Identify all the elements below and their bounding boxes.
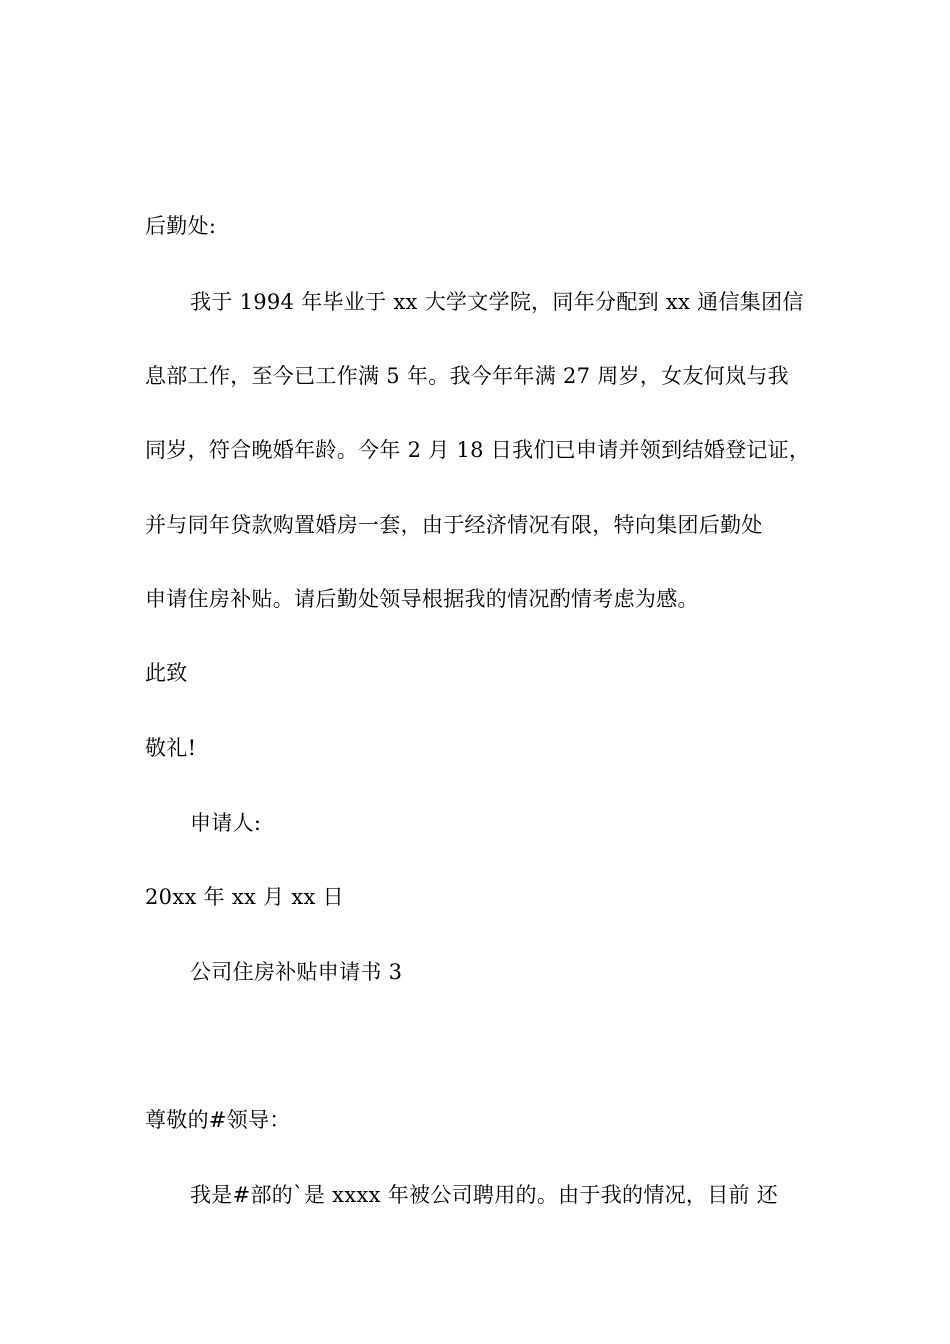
applicant-label: 申请人: [190, 811, 262, 835]
section-title: 公司住房补贴申请书 3 [190, 960, 403, 984]
body-line-4: 并与同年贷款购置婚房一套，由于经济情况有限，特向集团后勤处 [145, 513, 763, 537]
date-line: 20xx 年 xx 月 xx 日 [145, 885, 344, 909]
body-line-1: 我于 1994 年毕业于 xx 大学文学院，同年分配到 xx 通信集团信 [190, 290, 804, 314]
body-line-5: 申请住房补贴。请后勤处领导根据我的情况酌情考虑为感。 [145, 587, 699, 611]
body-line-3: 同岁，符合晚婚年龄。今年 2 月 18 日我们已申请并领到结婚登记证， [145, 438, 811, 462]
body-line-6: 我是#部的`是 xxxx 年被公司聘用的。由于我的情况，目前 还 [190, 1183, 779, 1207]
salutation-2: 尊敬的#领导： [145, 1108, 291, 1132]
salutation: 后勤处: [145, 214, 217, 238]
closing-line-2: 敬礼! [145, 736, 197, 760]
body-line-2: 息部工作，至今已工作满 5 年。我今年年满 27 周岁，女友何岚与我 [145, 364, 789, 388]
closing-line-1: 此致 [145, 661, 188, 685]
